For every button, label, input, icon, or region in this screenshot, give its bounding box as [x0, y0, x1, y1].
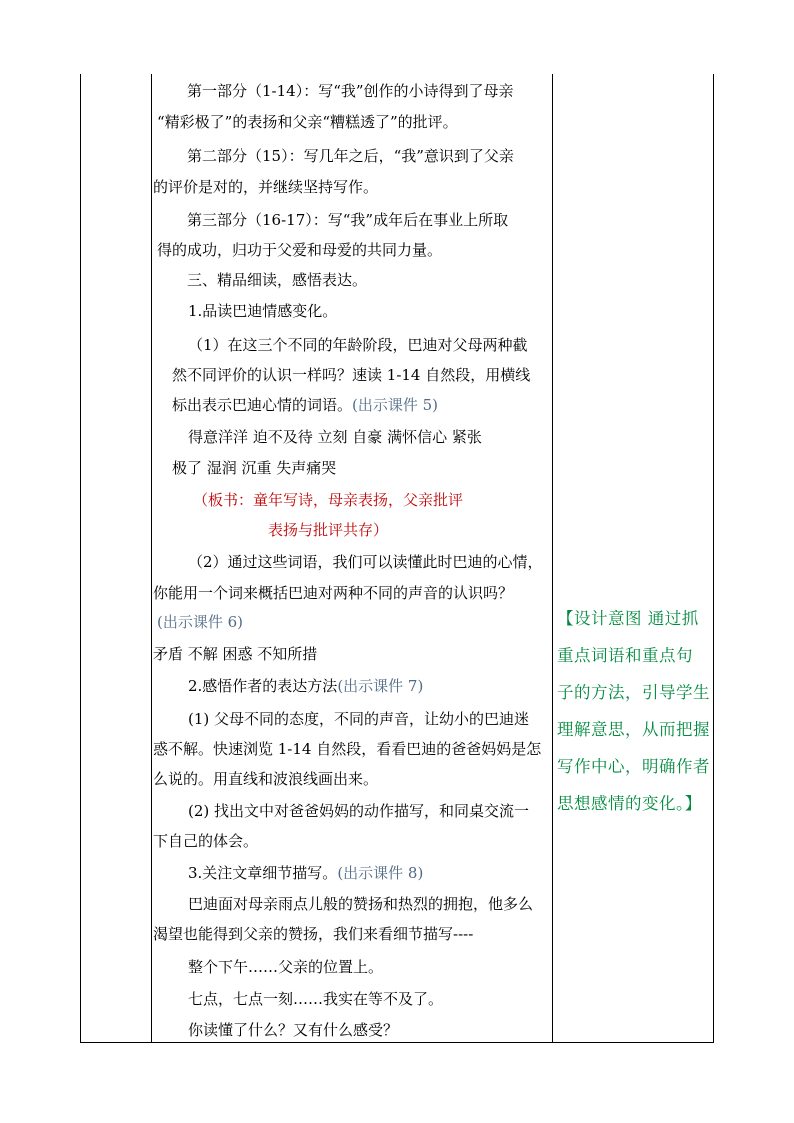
item2-heading [188, 676, 423, 696]
design-intent-line4: 理解意思，从而把握 [557, 720, 710, 739]
table-border-col1 [151, 74, 152, 1042]
design-intent-line3: 子的方法，引导学生 [557, 683, 710, 702]
q2-line1: （2）通过这些词语，我们可以读懂此时巴迪的心情， [188, 553, 543, 571]
table-border-right [713, 74, 714, 1042]
keywords-line2: 极了 湿润 沉重 失声痛哭 [172, 459, 337, 477]
paragraph4-line2: 渴望也能得到父亲的赞扬，我们来看细节描写---- [153, 925, 474, 943]
board-note-line1 [193, 490, 463, 510]
table-border-left [80, 74, 81, 1042]
paragraph4-line1: 巴迪面对母亲雨点儿般的赞扬和热烈的拥抱，他多么 [188, 895, 534, 913]
item2-q1-line2: 惑不解。快速浏览 1-14 自然段，看看巴迪的爸爸妈妈是怎 [153, 740, 542, 758]
quote-line1: 整个下午……父亲的位置上。 [188, 958, 384, 976]
part2-line2: 的评价是对的，并继续坚持写作。 [153, 178, 379, 196]
board-open: （板书： [193, 491, 254, 509]
design-intent-line5: 写作中心，明确作者 [557, 757, 710, 776]
question-line: 你读懂了什么？又有什么感受？ [188, 1021, 399, 1039]
item3-text: 3.关注文章细节描写。 [188, 864, 338, 882]
item2-q1-line1: (1) 父母不同的态度，不同的声音，让幼小的巴迪迷 [188, 710, 530, 728]
section3-heading: 三、精品细读，感悟表达。 [187, 271, 368, 289]
item2-q1-line3: 么说的。用直线和波浪线画出来。 [153, 770, 379, 788]
q1-line2: 然不同评价的认识一样吗？速读 1-14 自然段，用横线 [172, 366, 531, 384]
keywords-line1: 得意洋洋 迫不及待 立刻 自豪 满怀信心 紧张 [188, 428, 482, 446]
design-intent-line2: 重点词语和重点句 [557, 646, 693, 665]
item2-q2-line2: 下自己的体会。 [153, 832, 259, 850]
slide-reference-7: (出示课件 7) [337, 677, 424, 695]
board-red-text: 童年写诗，母亲表扬，父亲批评 [253, 491, 464, 509]
part3-line1: 第三部分（16-17）：写“我”成年后在事业上所取 [187, 211, 509, 229]
table-border-col2 [552, 74, 553, 1042]
slide-reference-6: (出示课件 6) [157, 613, 244, 631]
part1-line2: “精彩极了”的表扬和父亲“糟糕透了”的批评。 [157, 113, 458, 131]
part2-line1: 第二部分（15）：写几年之后，“我”意识到了父亲 [187, 147, 514, 165]
item1-heading: 1.品读巴迪情感变化。 [188, 302, 338, 320]
item2-q2-line1: (2) 找出文中对爸爸妈妈的动作描写，和同桌交流一 [188, 802, 530, 820]
item2-text: 2.感悟作者的表达方法 [188, 677, 338, 695]
part3-line2: 得的成功，归功于父爱和母爱的共同力量。 [157, 241, 443, 259]
part1-line1: 第一部分（1-14）：写“我”创作的小诗得到了母亲 [187, 82, 514, 100]
board-note-line2: 表扬与批评共存） [268, 521, 389, 539]
quote-line2: 七点，七点一刻……我实在等不及了。 [188, 990, 444, 1008]
slide-reference-8: (出示课件 8) [337, 864, 424, 882]
keywords-line3: 矛盾 不解 困惑 不知所措 [153, 645, 318, 663]
q2-line2: 你能用一个词来概括巴迪对两种不同的声音的认识吗？ [153, 584, 514, 602]
design-intent-line1: 【设计意图 通过抓 [557, 609, 699, 628]
design-intent-line6: 思想感情的变化。】 [557, 794, 702, 813]
q1-line3 [172, 395, 438, 415]
item3-heading [188, 863, 423, 883]
table-border-bottom [80, 1042, 714, 1043]
q1-line1: （1）在这三个不同的年龄阶段，巴迪对父母两种截 [188, 336, 528, 354]
slide-reference-5: (出示课件 5) [352, 396, 439, 414]
q1-line3-text: 标出表示巴迪心情的词语。 [172, 396, 353, 414]
